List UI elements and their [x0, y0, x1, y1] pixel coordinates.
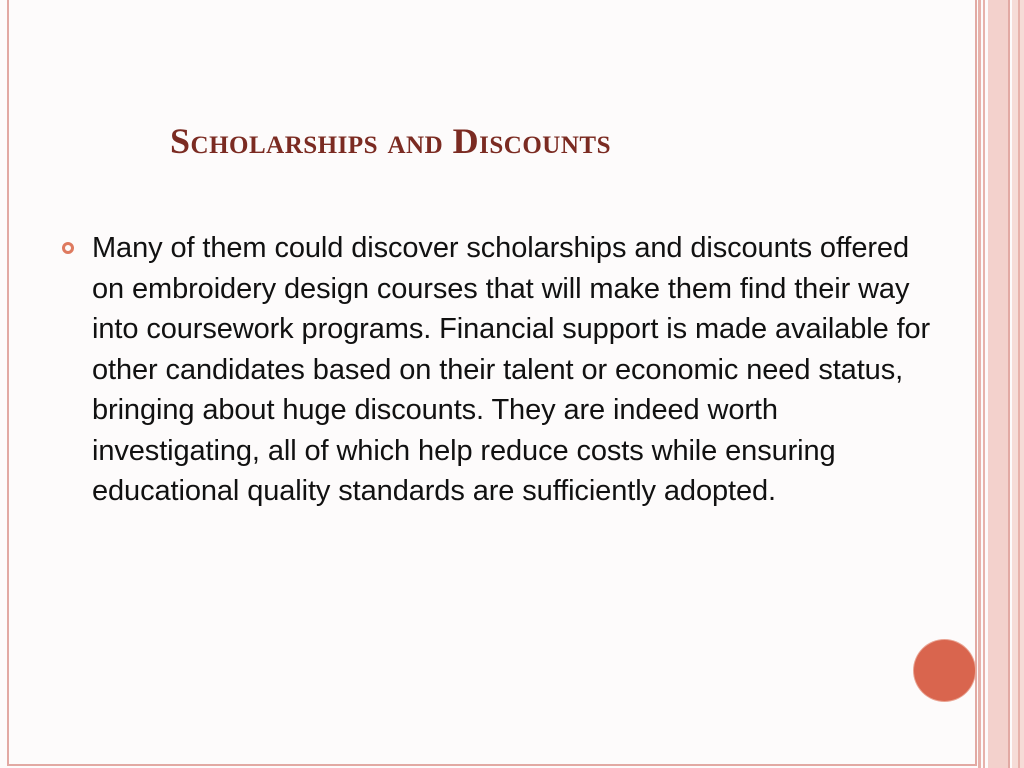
slide-title: Scholarships and Discounts — [170, 121, 611, 161]
stripe — [1008, 0, 1010, 768]
bullet-ring-icon — [62, 242, 74, 254]
stripe — [978, 0, 981, 768]
decorative-circle-icon — [914, 640, 975, 701]
stripe — [1018, 0, 1020, 768]
bullet-item — [62, 228, 942, 512]
stripe — [988, 0, 1008, 768]
slide-content — [62, 228, 942, 512]
bullet-text: Many of them could discover scholarships and discounts offered on embroidery design courses that will make them find their way into coursework programs. Financial support is made available for other candidates based on their talent or economic need status, bringing about huge discounts. They are indeed worth investigating, all of which help reduce costs while ensuring educational quality standards are sufficiently adopted. — [92, 232, 931, 507]
decorative-stripes — [978, 0, 1024, 768]
stripe — [983, 0, 985, 768]
